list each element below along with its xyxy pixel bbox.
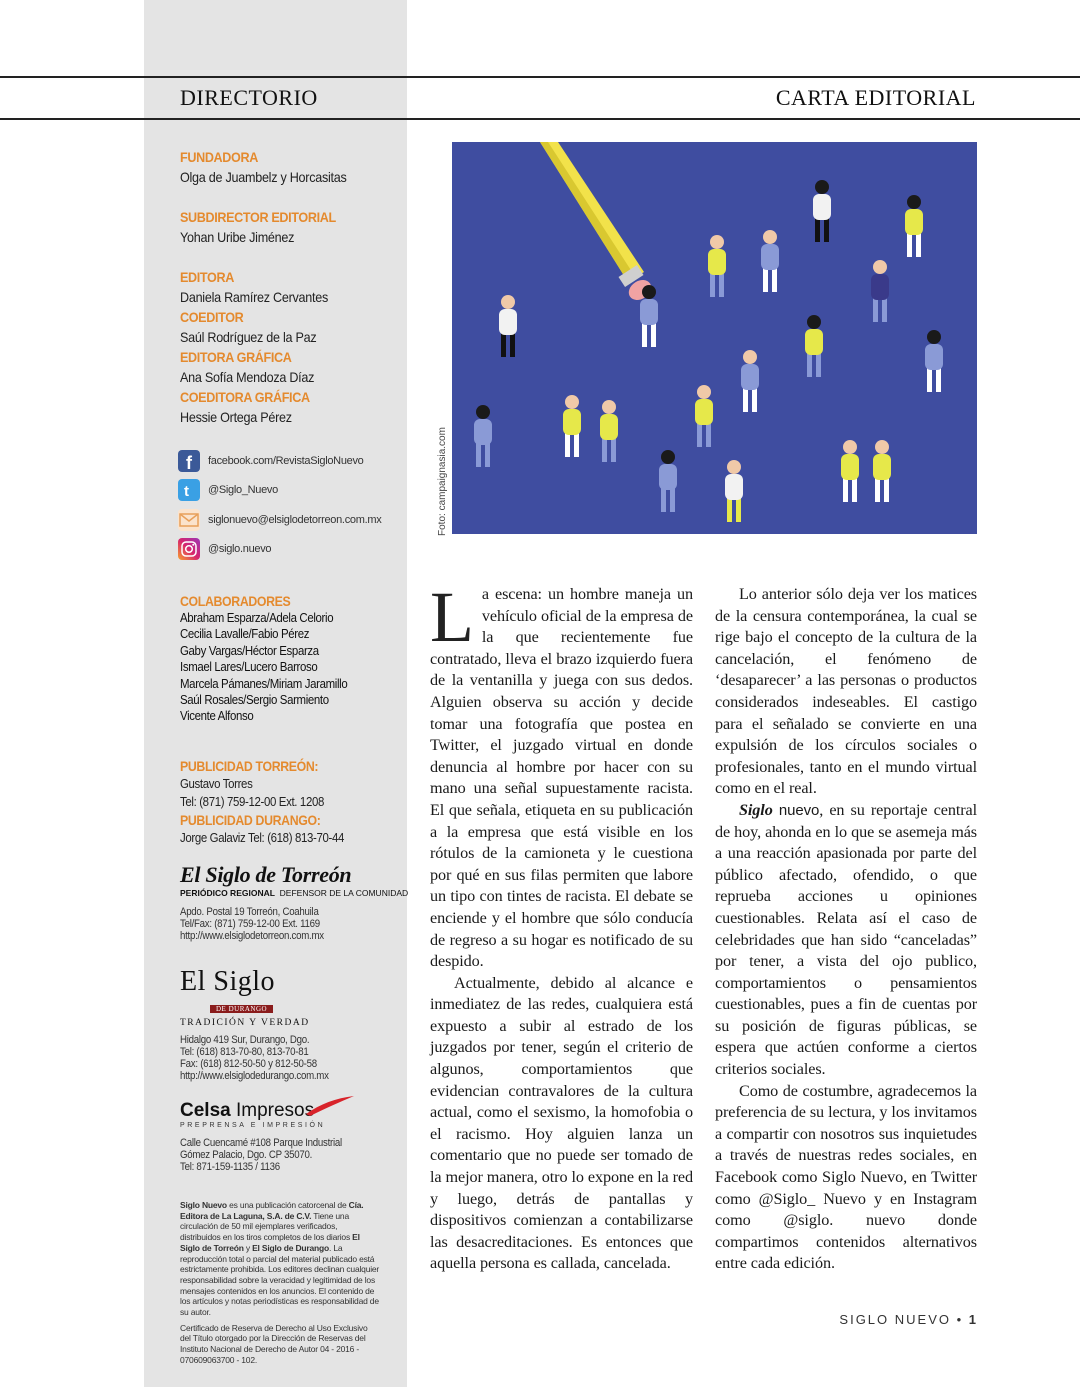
person-figure [659,450,677,512]
collaborators [180,592,400,725]
magazine-name: SIGLO NUEVO [839,1312,951,1327]
person-figure [499,295,517,357]
person-figure [725,460,743,522]
celsa-block [180,1100,400,1173]
celsa-swoosh-icon [304,1094,356,1118]
pencil-icon [540,142,655,304]
certificate-paragraph: Certificado de Reserva de Derecho al Uso Exclusivo del Título otorgado por la Dirección de Reservas del Instituto Nacional de Derecho de Autor 04 - 2016 - 070609063700 - 102. [180,1322,368,1365]
footer-separator: • [950,1312,969,1327]
person-figure [761,230,779,292]
subdirector-label: SUBDIRECTOR EDITORIAL [180,209,336,225]
graphic-coeditor-name: Hessie Ortega Pérez [180,409,292,425]
advertising-durango-contact: Jorge Galaviz Tel: (618) 813-70-44 [180,830,344,845]
durango-logo-band: DE DURANGO [210,1005,273,1013]
staff-directory [180,147,395,427]
person-figure [905,195,923,257]
article-column-2 [715,584,977,1275]
torreon-tagline [180,888,409,898]
person-figure [873,440,891,502]
durango-tagline: TRADICIÓN Y VERDAD [180,1018,310,1028]
page-number: 1 [968,1312,976,1327]
durango-fax: Fax: (618) 812-50-50 y 812-50-58 [180,1058,317,1070]
fine-text: es una publicación catorcenal de [226,1200,349,1210]
fine-text: y [243,1242,253,1253]
celsa-logo-bold: Celsa [180,1100,231,1121]
twitter-icon [178,479,200,501]
collaborator-line: Gaby Vargas/Héctor Esparza [180,642,319,658]
torreon-phone: Tel/Fax: (871) 759-12-00 Ext. 1169 [180,918,320,930]
advertising-torreon-tel: Tel: (871) 759-12-00 Ext. 1208 [180,794,324,809]
article-text: , en su reportaje central de hoy, ahonda en lo que se asemeja más a una reacción apasionada por parte del público afectado, ofendido, o que reprueba acciones u opiniones cuestionables. Relata así el caso de celebridades que han sido “canceladas” por tener, a vista del ojo publico, comportamientos o pensamientos cuestionables, pues a fin de cuentas por su posición de figuras públicas, se espera que actúen conforme a ciertos criterios sociales. [715,800,977,1079]
founder-label: FUNDADORA [180,149,258,165]
durango-phone: Tel: (618) 813-70-80, 813-70-81 [180,1046,309,1058]
durango-address: Hidalgo 419 Sur, Durango, Dgo. [180,1034,310,1046]
person-figure [805,315,823,377]
legal-fine-print [180,1200,380,1366]
person-figure [474,405,492,467]
graphic-coeditor-label: COEDITORA GRÁFICA [180,389,310,405]
collaborator-line: Vicente Alfonso [180,708,254,724]
article-column-1 [430,577,693,1275]
person-figure [708,235,726,297]
twitter-handle: @Siglo_Nuevo [208,484,278,497]
person-figure [695,385,713,447]
collaborator-line: Saúl Rosales/Sergio Sarmiento [180,692,329,708]
instagram-handle: @siglo.nuevo [208,543,272,556]
torreon-tagline-rest: DEFENSOR DE LA COMUNIDAD [279,888,409,898]
collaborator-line: Marcela Pámanes/Miriam Jaramillo [180,675,348,691]
subdirector-name: Yohan Uribe Jiménez [180,229,295,245]
fine-paper-torreon: El Siglo de Torreón [180,1232,360,1253]
twitter-link[interactable] [178,476,403,506]
article-paragraph [430,577,693,973]
editorial-illustration [452,142,977,534]
social-links [178,446,403,564]
email-address: siglonuevo@elsiglodetorreon.com.mx [208,513,382,526]
article-paragraph: Actualmente, debido al alcance e inmediatez de las redes, cualquiera está expuesto a subir al estrado de los juzgados por tener, según el criterio de algunos, comportamientos que evidencian contravalores de la cultura actual, como el sexismo, la homofobia o el racismo. Hoy alguien lanza un comentario que no puede ser tomado de la mejor manera, otro lo expone en la red y luego, detrás de pantallas y dispositivos comienzan a contabilizarse las desacreditaciones. Es entonces que aquella persona es callada, cancelada. [430,973,693,1273]
celsa-logo-rest: Impresos [230,1100,315,1121]
fine-brand: Siglo Nuevo [180,1200,227,1210]
collaborator-line: Cecilia Lavalle/Fabio Pérez [180,626,310,642]
nuevo-brand: nuevo [778,801,820,819]
legal-paragraph [180,1200,380,1318]
advertising-contacts [180,757,400,847]
section-title-directorio: DIRECTORIO [180,85,318,110]
person-figure [813,180,831,242]
person-figure [600,400,618,462]
header-bottom-rule [0,118,1080,120]
durango-website: http://www.elsiglodedurango.com.mx [180,1070,329,1082]
person-figure [563,395,581,457]
article-paragraph [715,800,977,1081]
collaborator-line: Abraham Esparza/Adela Celorio [180,610,334,625]
fine-company: Cía. Editora de La Laguna, S.A. de C.V. [180,1200,364,1221]
founder-name: Olga de Juambelz y Horcasitas [180,169,347,185]
person-figure [640,285,658,347]
section-title-carta-editorial: CARTA EDITORIAL [775,85,976,110]
email-link[interactable] [178,505,403,535]
email-icon [178,509,200,531]
torreon-website: http://www.elsiglodetorreon.com.mx [180,930,324,942]
person-figure [925,330,943,392]
fine-paper-durango: El Siglo de Durango [252,1242,330,1253]
celsa-address: Calle Cuencamé #108 Parque Industrial [180,1137,342,1149]
advertising-torreon-name: Gustavo Torres [180,776,253,791]
editor-name: Daniela Ramírez Cervantes [180,289,329,305]
photo-credit: Foto: campaignasia.com [437,427,448,536]
torreon-tagline-bold: PERIÓDICO REGIONAL [180,888,275,898]
celsa-tagline: PREPRENSA E IMPRESIÓN [180,1122,326,1129]
celsa-logo [180,1100,400,1122]
coeditor-label: COEDITOR [180,309,244,325]
advertising-torreon-label: PUBLICIDAD TORREÓN: [180,758,319,774]
torreon-block [180,862,409,942]
article-text: a escena: un hombre maneja un vehículo oficial de la empresa de la que recientemente fue contratado, lleva el brazo izquierdo fuera de la ventanilla y juega con sus dedos. Alguien observa su acción y decide tomar una fotografía que postea en Twitter, el juzgado virtual en donde denuncia al hombre por hacer con su mano una señal supuestamente racista. El que señala, etiqueta en su publicación a la empresa que está visible en los rótulos de la camioneta y le cuestiona por qué en sus filas permiten que labore un tipo con tintes de racista. El debate se enciende y el hombre que sólo conducía de regreso a su hogar es notificado de su despido. [430,585,693,971]
celsa-city: Gómez Palacio, Dgo. CP 35070. [180,1149,313,1161]
svg-text:t: t [184,483,189,501]
facebook-icon [178,450,200,472]
advertising-durango-label: PUBLICIDAD DURANGO: [180,812,321,828]
durango-block [180,966,400,1082]
page-footer [839,1312,976,1327]
siglo-brand: Siglo [739,800,773,819]
celsa-phone: Tel: 871-159-1135 / 1136 [180,1161,280,1173]
svg-text:f: f [186,452,192,472]
torreon-logo: El Siglo de Torreón [180,862,352,887]
collaborators-label: COLABORADORES [180,593,291,609]
person-figure [741,350,759,412]
article-paragraph: Como de costumbre, agradecemos la preferencia de su lectura, y los invitamos a compartir con nosotros sus inquietudes a través de nuestras redes sociales, en Facebook como Siglo Nuevo, en Twitter como @Siglo_ Nuevo y en Instagram como @siglo. nuevo donde compartimos contenidos alternativos entre cada edición. [715,1081,977,1273]
graphic-editor-name: Ana Sofía Mendoza Díaz [180,369,315,385]
fine-text: Tiene una circulación de 50 mil ejemplares verificados, distribuidos en los tiros completos de los diarios [180,1210,353,1243]
drop-cap: L [430,577,474,657]
durango-logo: El Siglo [180,966,276,997]
coeditor-name: Saúl Rodríguez de la Paz [180,329,317,345]
collaborator-line: Ismael Lares/Lucero Barroso [180,659,318,675]
graphic-editor-label: EDITORA GRÁFICA [180,349,292,365]
instagram-icon [178,538,200,560]
person-figure [871,260,889,322]
article-paragraph: Lo anterior sólo deja ver los matices de la censura contemporánea, la cual se rige bajo el concepto de la cultura de la cancelación, el fenómeno de ‘desaparecer’ a las personas o productos considerados indeseables. El castigo para el señalado se convierte en una expulsión de los círculos sociales o profesionales, tanto en el mundo virtual como en el real. [715,585,977,798]
fine-text: . La reproducción total o parcial del material publicado está estrictamente prohibida. Los editores declinan cualquier responsabilidad sobre la veracidad y legitimidad de los mensajes contenidos en los anuncios. El contenido de los artículos y notas periodísticas es responsabilidad de su autor. [180,1242,380,1318]
header-top-rule [0,76,1080,78]
torreon-address: Apdo. Postal 19 Torreón, Coahuila [180,906,319,918]
facebook-url: facebook.com/RevistaSigloNuevo [208,454,364,467]
instagram-link[interactable] [178,535,403,565]
person-figure [841,440,859,502]
facebook-link[interactable] [178,446,403,476]
editor-label: EDITORA [180,269,234,285]
people-illustration [452,142,977,534]
